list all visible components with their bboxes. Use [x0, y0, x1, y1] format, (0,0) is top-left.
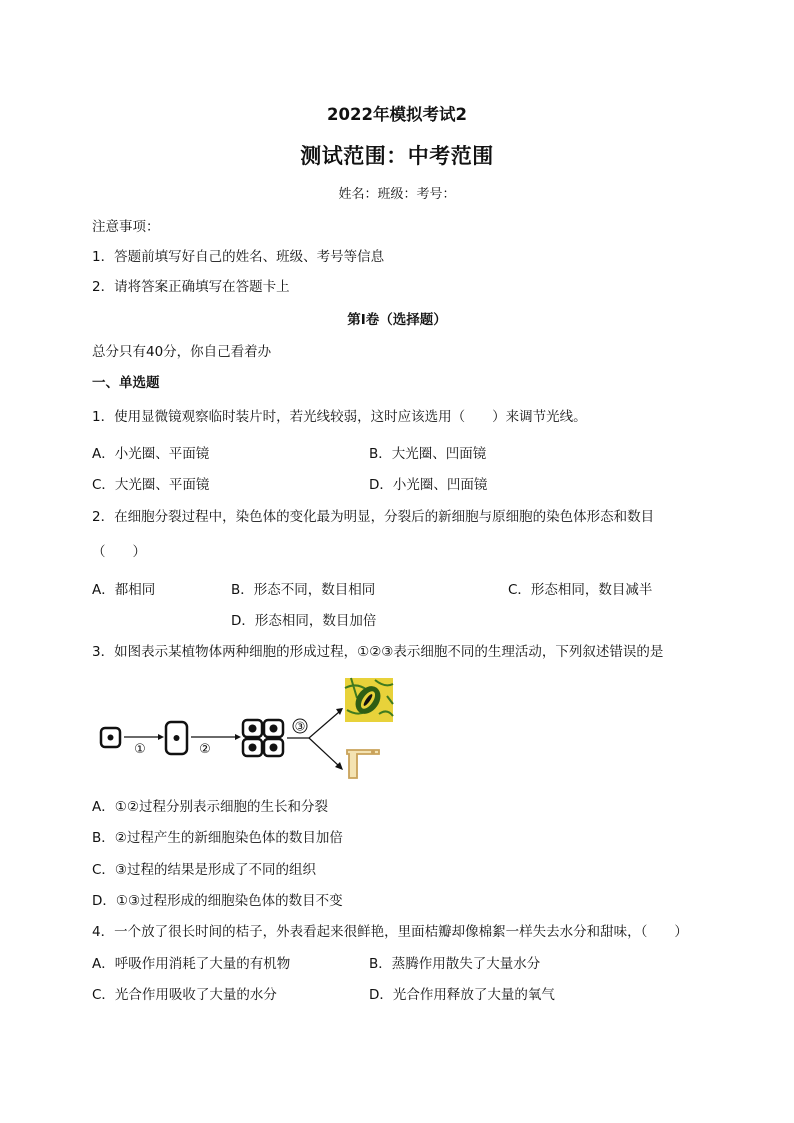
question-stem: 3．如图表示某植物体两种细胞的形成过程，①②③表示细胞不同的生理活动，下列叙述错误的是 — [92, 644, 664, 660]
option-d[interactable]: D．形态相同，数目加倍 — [231, 613, 377, 629]
guard-cell-tissue-image — [345, 678, 393, 722]
divided-cells — [243, 720, 283, 756]
option-c[interactable]: C．③过程的结果是形成了不同的组织 — [92, 862, 317, 878]
option-d[interactable]: D．光合作用释放了大量的氧气 — [369, 987, 555, 1003]
option-b[interactable]: B．大光圈、凹面镜 — [369, 446, 487, 462]
option-a[interactable]: A．小光圈、平面镜 — [92, 446, 210, 462]
exam-title: 2022年模拟考试2 — [327, 105, 467, 124]
arrow-differentiation — [287, 708, 343, 770]
section-remark: 总分只有40分，你自己看着办 — [92, 344, 272, 360]
label-process-3: ③ — [294, 719, 306, 734]
section-title: 第I卷（选择题） — [347, 312, 447, 328]
option-d[interactable]: D．小光圈、凹面镜 — [369, 477, 488, 493]
cell-formation-diagram — [95, 676, 405, 792]
option-c[interactable]: C．形态相同，数目减半 — [508, 582, 653, 598]
option-b[interactable]: B．形态不同，数目相同 — [231, 582, 376, 598]
option-d[interactable]: D．①③过程形成的细胞染色体的数目不变 — [92, 893, 343, 909]
option-c[interactable]: C．大光圈、平面镜 — [92, 477, 210, 493]
notes-heading: 注意事项： — [92, 219, 160, 235]
option-a[interactable]: A．都相同 — [92, 582, 156, 598]
question-stem: 4．一个放了很长时间的桔子，外表看起来很鲜艳，里面桔瓣却像棉絮一样失去水分和甜味，（ ） — [92, 924, 688, 940]
small-cell — [101, 728, 120, 747]
grown-cell — [166, 722, 187, 754]
note-item: 2．请将答案正确填写在答题卡上 — [92, 279, 290, 295]
option-a[interactable]: A．①②过程分别表示细胞的生长和分裂 — [92, 799, 328, 815]
option-b[interactable]: B．②过程产生的新细胞染色体的数目加倍 — [92, 830, 343, 846]
label-process-2: ② — [199, 742, 211, 757]
option-c[interactable]: C．光合作用吸收了大量的水分 — [92, 987, 277, 1003]
option-b[interactable]: B．蒸腾作用散失了大量水分 — [369, 956, 541, 972]
arrow-growth — [124, 734, 164, 740]
root-hair-cell-image — [347, 750, 379, 778]
question-stem-continuation: （ ） — [92, 544, 146, 560]
note-item: 1．答题前填写好自己的姓名、班级、考号等信息 — [92, 249, 385, 265]
option-a[interactable]: A．呼吸作用消耗了大量的有机物 — [92, 956, 291, 972]
question-stem: 2．在细胞分裂过程中，染色体的变化最为明显，分裂后的新细胞与原细胞的染色体形态和数目 — [92, 509, 655, 525]
part-heading: 一、单选题 — [92, 375, 160, 391]
student-info-line: 姓名：班级：考号： — [338, 187, 456, 202]
label-process-1: ① — [134, 742, 146, 757]
question-stem: 1．使用显微镜观察临时装片时，若光线较弱，这时应该选用（ ）来调节光线。 — [92, 409, 587, 425]
arrow-division — [191, 734, 241, 740]
exam-subtitle: 测试范围：中考范围 — [300, 144, 494, 168]
